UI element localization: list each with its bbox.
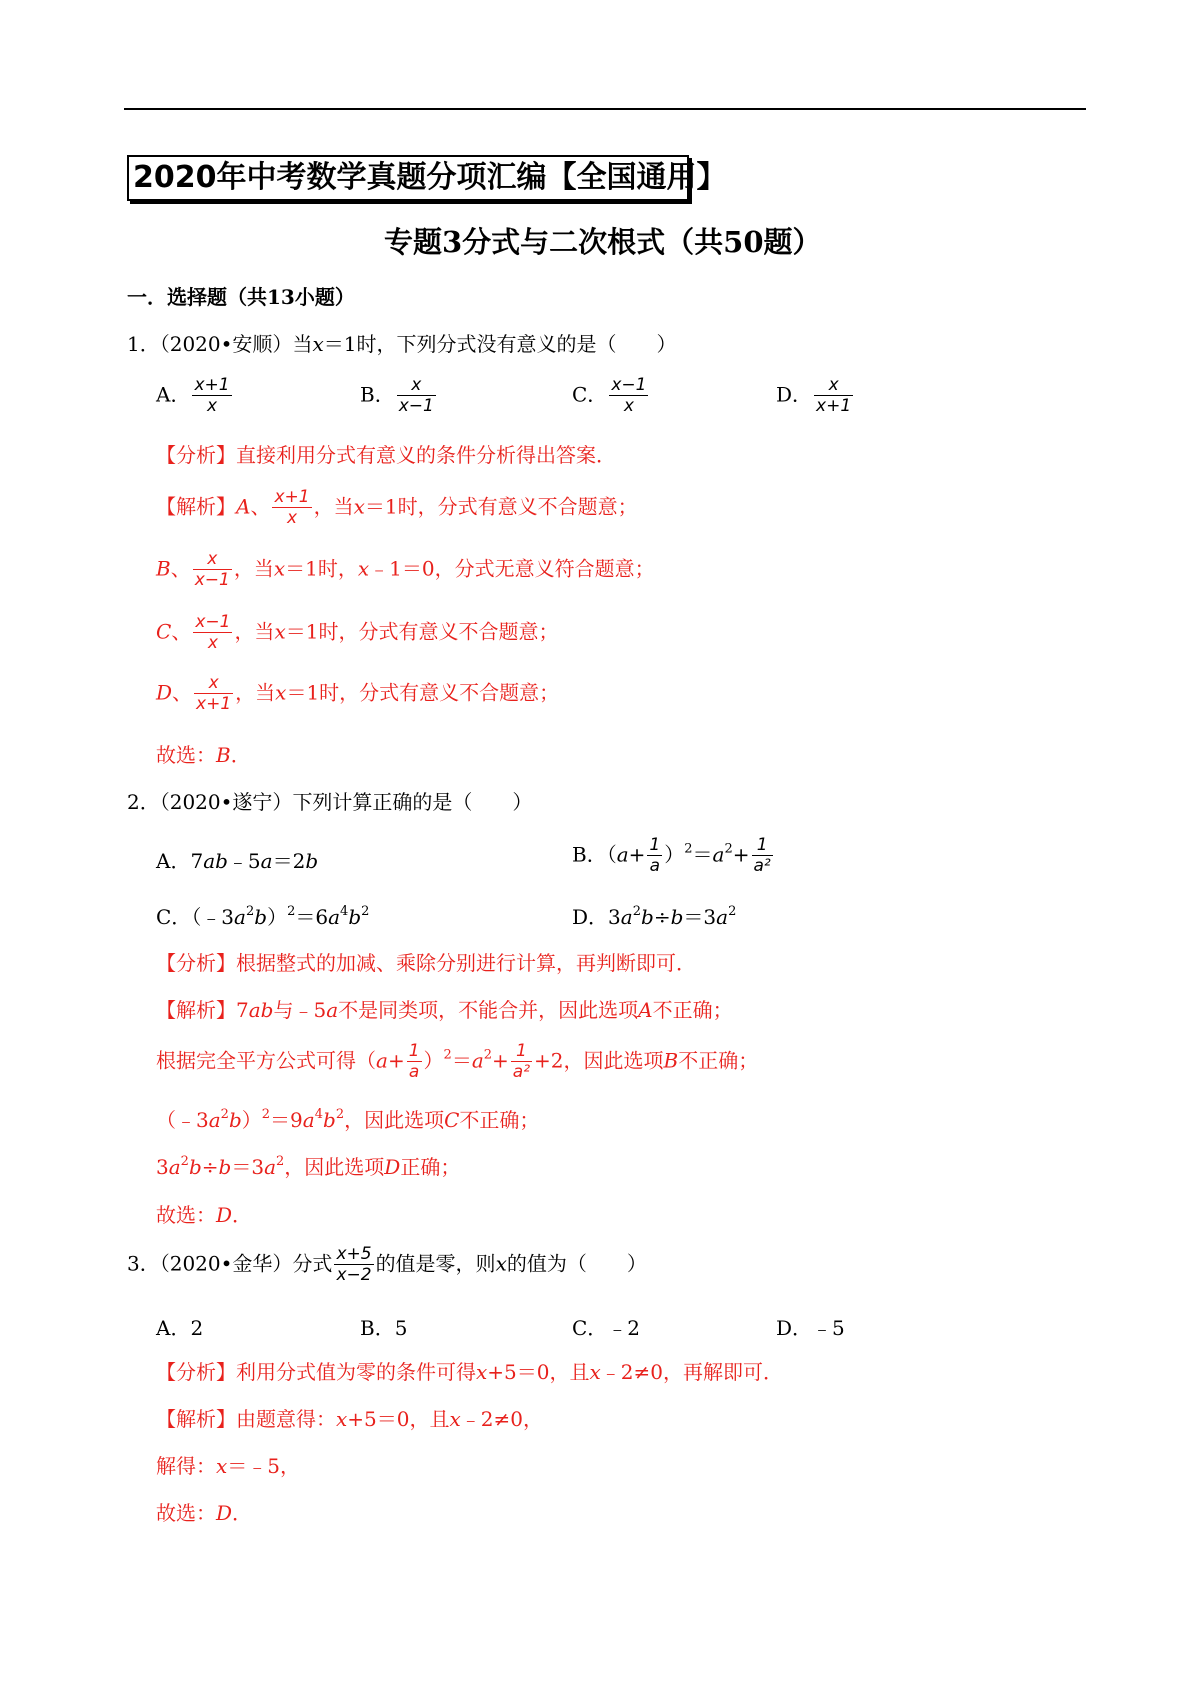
question-2-option-a: A．7ab﹣5a＝2b	[156, 849, 319, 873]
question-1-option-d: D． $\frac{x}{x+1}$	[776, 375, 852, 417]
question-1-solution-line-d: D、 $\frac{x}{x+1}$ ，当x＝1时，分式有意义不合题意；	[156, 673, 560, 715]
question-3-analysis: 【分析】利用分式值为零的条件可得x+5＝0，且x﹣2≠0，再解即可．	[156, 1360, 783, 1384]
question-2-option-b: B．（a+ $\frac{1}{a}$ ）$^2=a^2+$ $\frac{1}{\text{a²}}$	[572, 835, 771, 877]
question-2-option-c: C．$(﹣3a^2b)^2=6a^4b^2$	[156, 904, 370, 929]
question-3-solution-line-1: 【解析】由题意得：x+5＝0，且x﹣2≠0，	[156, 1407, 543, 1431]
header-rule	[124, 108, 1086, 110]
question-1-stem: 1．（2020•安顺）当x＝1时，下列分式没有意义的是（ ）	[127, 332, 677, 356]
question-1-option-c: C． $\frac{x-1}{x}$	[572, 375, 647, 417]
question-1-option-b: B． $\frac{x}{x-1}$	[360, 375, 434, 417]
question-2-analysis: 【分析】根据整式的加减、乘除分别进行计算，再判断即可．	[156, 951, 696, 975]
question-2-solution-line-4: $3a^2b\div b=3a^2$，因此选项D正确；	[156, 1154, 461, 1179]
document-subtitle: 专题3分式与二次根式（共50题）	[384, 225, 822, 259]
question-2-solution-line-3: $(﹣3a^2b)^2=9a^4b^2$，因此选项C不正确；	[156, 1107, 540, 1132]
question-2-solution-line-1: 【解析】7ab与﹣5a不是同类项，不能合并，因此选项A不正确；	[156, 998, 733, 1022]
document-box-title: 2020年中考数学真题分项汇编【全国通用】	[127, 155, 689, 201]
question-2-option-d: D．$3a^2b\div b=3a^2$	[572, 904, 737, 929]
question-1-solution-line-c: C、 $\frac{x-1}{x}$ ，当x＝1时，分式有意义不合题意；	[156, 612, 559, 654]
question-1-solution-line-a: 【解析】A、 $\frac{x+1}{x}$ ，当x＝1时，分式有意义不合题意；	[156, 487, 638, 529]
question-2-answer: 故选：D．	[156, 1203, 253, 1227]
section-heading: 一．选择题（共13小题）	[127, 285, 355, 309]
question-1-solution-line-b: B、 $\frac{x}{x-1}$ ，当x＝1时，x﹣1＝0，分式无意义符合题意；	[156, 549, 655, 591]
question-2-solution-line-2: 根据完全平方公式可得（a+ $\frac{1}{a}$ ）$^2=a^2+$ $\frac{1}{\text{a²}}$ +2，因此选项B不正确；	[156, 1041, 759, 1083]
question-3-option-b: B．5	[360, 1316, 408, 1340]
question-3-answer: 故选：D．	[156, 1501, 253, 1525]
question-1-analysis: 【分析】直接利用分式有意义的条件分析得出答案．	[156, 443, 616, 467]
question-1-option-a: A． $\frac{x+1}{x}$	[156, 375, 230, 417]
question-2-stem: 2．（2020•遂宁）下列计算正确的是（ ）	[127, 790, 533, 814]
question-3-solution-line-2: 解得：x＝﹣5，	[156, 1454, 301, 1478]
question-1-answer: 故选：B．	[156, 743, 251, 767]
question-3-option-d: D．﹣5	[776, 1316, 845, 1340]
question-3-option-c: C．﹣2	[572, 1316, 641, 1340]
question-3-stem: 3．（2020•金华）分式 $\frac{x+5}{x-2}$ 的值是零，则x的值为（ ）	[127, 1244, 647, 1286]
question-3-option-a: A．2	[156, 1316, 204, 1340]
